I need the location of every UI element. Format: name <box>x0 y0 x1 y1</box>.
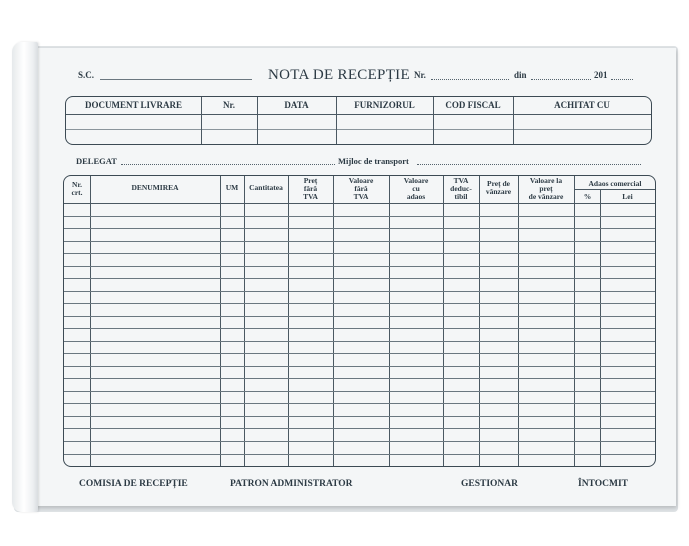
col-pret-vanzare: Preț de vânzare <box>485 179 512 196</box>
adaos-group-divider <box>575 189 655 190</box>
table-row-line <box>64 328 655 329</box>
table-row-line <box>64 366 655 367</box>
col-nr-crt: Nr. crt. <box>71 180 83 197</box>
document-row-divider <box>66 129 651 130</box>
table-row-line <box>64 441 655 442</box>
items-col-divider <box>479 176 480 466</box>
year-field[interactable] <box>611 79 633 80</box>
col-adaos-percent: % <box>583 192 592 201</box>
table-row-line <box>64 266 655 267</box>
col-adaos-comercial: Adaos comercial <box>588 179 642 188</box>
table-row-line <box>64 403 655 404</box>
table-row-line <box>64 454 655 455</box>
din-label: din <box>514 70 527 80</box>
doc-col-nr: Nr. <box>223 100 235 110</box>
col-denumirea: DENUMIREA <box>131 183 179 192</box>
table-row-line <box>64 353 655 354</box>
footer-gestionar: GESTIONAR <box>461 479 519 489</box>
items-col-divider <box>389 176 390 466</box>
table-row-line <box>64 341 655 342</box>
nr-label: Nr. <box>414 70 426 80</box>
delegat-label: DELEGAT <box>76 156 117 166</box>
pad-binding <box>12 42 38 512</box>
table-row-line <box>64 241 655 242</box>
table-row-line <box>64 428 655 429</box>
col-cantitatea: Cantitatea <box>249 183 283 192</box>
table-row-line <box>64 253 655 254</box>
col-valoare-fara-tva: Valoare fără TVA <box>348 176 374 201</box>
footer-comisia-receptie: COMISIA DE RECEPȚIE <box>79 479 188 489</box>
sc-field[interactable] <box>100 79 252 80</box>
items-col-divider <box>443 176 444 466</box>
doc-col-cod-fiscal: COD FISCAL <box>445 100 501 110</box>
items-header-divider <box>64 203 655 204</box>
transport-field[interactable] <box>417 164 641 165</box>
doc-col-achitat-cu: ACHITAT CU <box>554 100 610 110</box>
footer-intocmit: ÎNTOCMIT <box>578 479 628 489</box>
col-pret-fara-tva: Preț fără TVA <box>303 176 318 201</box>
items-col-divider <box>288 176 289 466</box>
col-valoare-cu-adaos: Valoare cu adaos <box>403 176 429 201</box>
table-row-line <box>64 416 655 417</box>
table-row-line <box>64 278 655 279</box>
items-col-divider <box>574 176 575 466</box>
year-label: 201 <box>594 70 608 80</box>
document-header-divider <box>66 114 651 115</box>
date-field[interactable] <box>531 79 591 80</box>
doc-col-furnizorul: FURNIZORUL <box>354 100 415 110</box>
table-row-line <box>64 316 655 317</box>
items-table <box>63 175 656 467</box>
items-col-divider <box>220 176 221 466</box>
table-row-line <box>64 303 655 304</box>
doc-col-document-livrare: DOCUMENT LIVRARE <box>84 100 183 110</box>
col-tva-deductibil: TVA deduc- tibil <box>450 176 472 201</box>
nr-field[interactable] <box>431 79 509 80</box>
table-row-line <box>64 391 655 392</box>
table-row-line <box>64 216 655 217</box>
col-adaos-lei: Lei <box>622 192 633 201</box>
table-row-line <box>64 228 655 229</box>
doc-col-data: DATA <box>284 100 309 110</box>
table-row-line <box>64 291 655 292</box>
sc-label: S.C. <box>78 70 95 80</box>
transport-label: Mijloc de transport <box>338 156 409 166</box>
footer-patron-administrator: PATRON ADMINISTRATOR <box>230 479 353 489</box>
items-col-divider <box>244 176 245 466</box>
delegat-field[interactable] <box>121 164 335 165</box>
items-col-divider <box>90 176 91 466</box>
table-row-line <box>64 378 655 379</box>
items-col-divider <box>333 176 334 466</box>
items-col-divider <box>518 176 519 466</box>
col-um: UM <box>225 183 239 192</box>
form-title: NOTA DE RECEPȚIE <box>268 67 410 83</box>
col-valoare-pret-vanzare: Valoare la preț de vânzare <box>528 176 564 201</box>
